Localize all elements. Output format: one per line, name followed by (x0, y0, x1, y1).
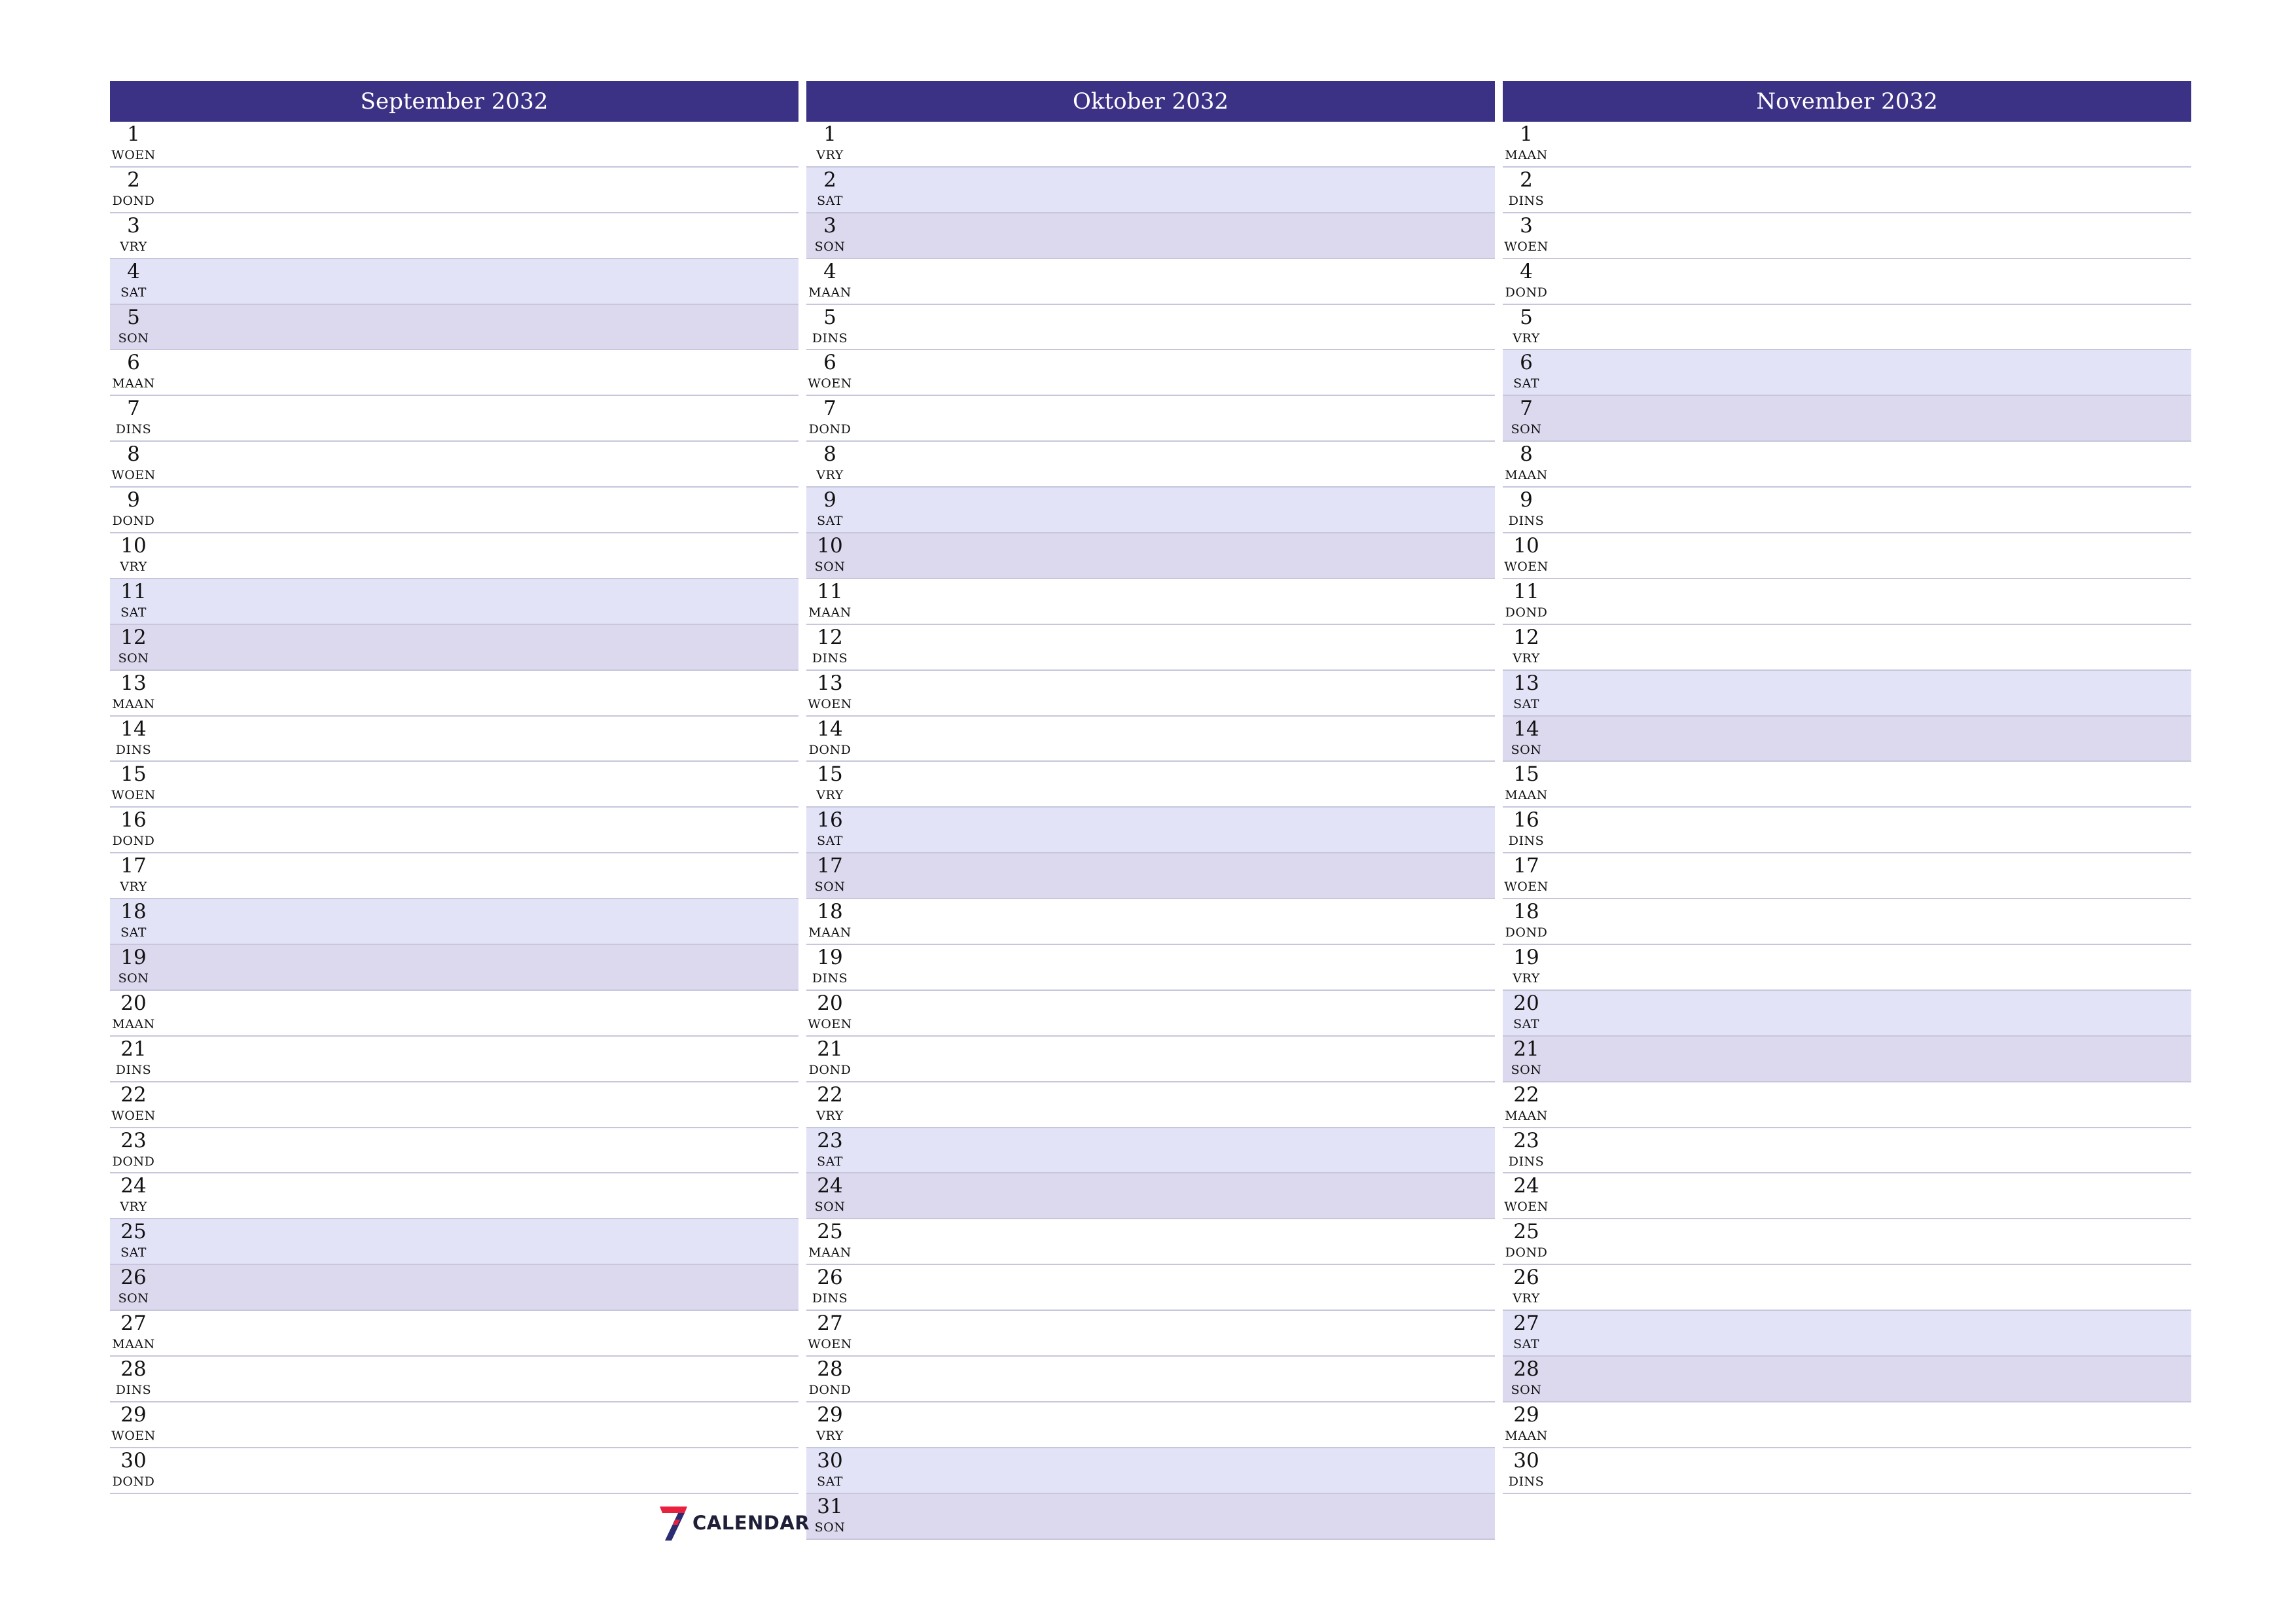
day-name: SAT (120, 1245, 147, 1260)
day-row (110, 442, 798, 488)
day-number: 15 (120, 762, 147, 787)
day-name: SAT (1513, 696, 1539, 711)
day-name: VRY (1513, 1291, 1540, 1306)
day-row (806, 808, 1495, 853)
day-row (806, 717, 1495, 762)
day-row (110, 808, 798, 853)
day-number: 1 (1520, 122, 1533, 146)
day-name: DINS (812, 1291, 848, 1306)
day-name: SAT (120, 605, 147, 620)
day-number: 21 (1513, 1037, 1539, 1061)
day-name: MAAN (808, 1245, 852, 1260)
day-name: WOEN (808, 376, 852, 391)
day-name: SON (814, 560, 846, 575)
day-row (1503, 1448, 2191, 1494)
day-name: MAAN (1505, 788, 1548, 803)
day-name: DINS (115, 742, 152, 757)
brand-logo (658, 1505, 810, 1542)
day-row (1503, 442, 2191, 488)
day-row (110, 1082, 798, 1128)
day-number: 13 (120, 671, 147, 695)
day-row (1503, 533, 2191, 579)
day-row (1503, 213, 2191, 259)
day-name: SON (814, 1520, 846, 1535)
day-name: DINS (115, 422, 152, 437)
day-name: SON (1511, 742, 1542, 757)
day-name: SAT (1513, 376, 1539, 391)
day-number: 29 (817, 1402, 843, 1427)
day-name: MAAN (808, 925, 852, 940)
day-name: WOEN (1504, 880, 1549, 895)
day-row (806, 671, 1495, 717)
day-row (806, 1402, 1495, 1448)
day-number: 11 (817, 579, 843, 603)
day-name: MAAN (112, 1337, 155, 1352)
day-row (806, 991, 1495, 1037)
day-row (110, 991, 798, 1037)
day-name: MAAN (808, 605, 852, 620)
day-name: DOND (112, 514, 155, 529)
day-row (1503, 1265, 2191, 1311)
day-row (1503, 1402, 2191, 1448)
day-name: VRY (816, 148, 844, 162)
day-row (806, 1082, 1495, 1128)
day-number: 1 (127, 122, 140, 146)
day-name: SON (814, 239, 846, 254)
day-row (110, 671, 798, 717)
day-name: DOND (1505, 605, 1548, 620)
day-number: 26 (1513, 1266, 1539, 1290)
day-name: SAT (1513, 1016, 1539, 1031)
day-number: 3 (127, 213, 140, 238)
logo-text: CALENDAR (692, 1512, 810, 1534)
day-name: MAAN (1505, 1108, 1548, 1123)
day-number: 23 (120, 1128, 147, 1152)
day-name: DOND (1505, 925, 1548, 940)
day-name: DOND (808, 1062, 852, 1077)
day-name: WOEN (111, 1428, 156, 1443)
day-number: 1 (823, 122, 836, 146)
day-name: DOND (112, 193, 155, 208)
day-number: 8 (823, 442, 836, 467)
day-number: 12 (120, 625, 147, 649)
day-row (806, 1037, 1495, 1082)
day-number: 5 (823, 305, 836, 329)
day-row (806, 122, 1495, 168)
day-row (806, 579, 1495, 625)
day-name: SAT (120, 285, 147, 300)
day-row (110, 396, 798, 442)
day-number: 7 (1520, 397, 1533, 421)
day-name: WOEN (808, 1337, 852, 1352)
day-row (806, 1219, 1495, 1265)
day-row (806, 625, 1495, 671)
day-name: SON (814, 880, 846, 895)
day-number: 15 (817, 762, 843, 787)
day-name: DINS (1508, 834, 1545, 849)
day-name: SAT (817, 834, 843, 849)
day-name: DINS (812, 971, 848, 986)
day-row (806, 853, 1495, 899)
day-number: 4 (127, 259, 140, 283)
calendar-months (110, 81, 2191, 1547)
day-number: 10 (1513, 534, 1539, 558)
day-row (806, 1173, 1495, 1219)
day-name: VRY (816, 788, 844, 803)
day-row (1503, 991, 2191, 1037)
day-name: DOND (112, 834, 155, 849)
day-list (110, 122, 798, 1494)
day-number: 19 (817, 946, 843, 970)
day-row (1503, 717, 2191, 762)
day-row (110, 1173, 798, 1219)
day-row (110, 717, 798, 762)
day-number: 29 (120, 1402, 147, 1427)
day-name: SON (1511, 1383, 1542, 1398)
day-row (1503, 762, 2191, 808)
day-name: SAT (1513, 1337, 1539, 1352)
day-name: VRY (816, 1428, 844, 1443)
day-name: DINS (1508, 1474, 1545, 1489)
day-row (806, 259, 1495, 305)
day-number: 17 (817, 854, 843, 878)
day-number: 17 (120, 854, 147, 878)
day-row (1503, 671, 2191, 717)
day-row (806, 213, 1495, 259)
day-row (110, 1037, 798, 1082)
day-number: 2 (1520, 168, 1533, 192)
day-number: 14 (817, 717, 843, 741)
day-row (806, 350, 1495, 396)
day-row (1503, 350, 2191, 396)
day-row (110, 488, 798, 533)
day-row (1503, 1037, 2191, 1082)
day-row (1503, 1311, 2191, 1357)
day-row (806, 533, 1495, 579)
day-name: SON (118, 651, 149, 666)
day-row (806, 945, 1495, 991)
day-name: DINS (115, 1062, 152, 1077)
day-name: DINS (115, 1383, 152, 1398)
month-title: November 2032 (1503, 81, 2191, 122)
day-number: 21 (817, 1037, 843, 1061)
day-name: VRY (816, 1108, 844, 1123)
day-number: 19 (1513, 946, 1539, 970)
day-name: WOEN (1504, 560, 1549, 575)
day-name: MAAN (1505, 148, 1548, 162)
day-row (110, 122, 798, 168)
day-number: 6 (1520, 351, 1533, 375)
day-name: DINS (812, 651, 848, 666)
day-number: 7 (823, 397, 836, 421)
day-name: MAAN (1505, 468, 1548, 483)
day-row (806, 396, 1495, 442)
day-number: 27 (817, 1311, 843, 1336)
day-row (1503, 853, 2191, 899)
day-number: 10 (817, 534, 843, 558)
day-row (110, 762, 798, 808)
day-name: DINS (1508, 193, 1545, 208)
day-name: DOND (1505, 1245, 1548, 1260)
day-row (806, 762, 1495, 808)
day-row (110, 625, 798, 671)
day-row (806, 488, 1495, 533)
day-row (110, 213, 798, 259)
day-number: 8 (127, 442, 140, 467)
day-number: 18 (1513, 900, 1539, 924)
day-number: 16 (120, 808, 147, 832)
day-name: WOEN (808, 1016, 852, 1031)
day-row (1503, 1173, 2191, 1219)
day-number: 31 (817, 1494, 843, 1518)
day-row (806, 1128, 1495, 1174)
day-number: 12 (817, 625, 843, 649)
day-name: VRY (120, 1200, 147, 1215)
day-row (1503, 305, 2191, 351)
day-number: 25 (120, 1220, 147, 1244)
day-name: MAAN (112, 696, 155, 711)
day-name: SON (118, 971, 149, 986)
day-number: 26 (120, 1266, 147, 1290)
day-row (110, 853, 798, 899)
day-row (1503, 396, 2191, 442)
day-number: 22 (120, 1082, 147, 1107)
day-number: 30 (817, 1448, 843, 1472)
day-name: DOND (808, 422, 852, 437)
day-number: 29 (1513, 1402, 1539, 1427)
day-name: SON (814, 1200, 846, 1215)
day-number: 28 (120, 1357, 147, 1382)
day-number: 6 (823, 351, 836, 375)
seven-logo-icon (658, 1505, 689, 1542)
day-row (110, 1128, 798, 1174)
day-number: 9 (1520, 488, 1533, 512)
day-number: 5 (127, 305, 140, 329)
day-number: 16 (1513, 808, 1539, 832)
day-number: 24 (817, 1174, 843, 1198)
day-number: 13 (817, 671, 843, 695)
day-number: 4 (1520, 259, 1533, 283)
day-number: 20 (1513, 991, 1539, 1015)
day-row (110, 1311, 798, 1357)
day-number: 22 (817, 1082, 843, 1107)
day-row (806, 1494, 1495, 1540)
day-number: 28 (1513, 1357, 1539, 1382)
day-row (1503, 1219, 2191, 1265)
day-name: VRY (120, 880, 147, 895)
day-number: 2 (823, 168, 836, 192)
day-row (1503, 488, 2191, 533)
day-number: 11 (1513, 579, 1539, 603)
day-name: WOEN (111, 788, 156, 803)
day-name: MAAN (112, 376, 155, 391)
day-row (1503, 168, 2191, 213)
day-row (1503, 1128, 2191, 1174)
day-row (110, 1448, 798, 1494)
day-number: 27 (1513, 1311, 1539, 1336)
day-number: 25 (1513, 1220, 1539, 1244)
day-number: 8 (1520, 442, 1533, 467)
day-number: 20 (120, 991, 147, 1015)
day-number: 23 (817, 1128, 843, 1152)
day-name: DINS (812, 330, 848, 346)
day-number: 10 (120, 534, 147, 558)
day-number: 3 (1520, 213, 1533, 238)
day-row (1503, 945, 2191, 991)
month-column (806, 81, 1495, 1540)
day-row (806, 1357, 1495, 1402)
day-row (1503, 808, 2191, 853)
day-name: VRY (1513, 651, 1540, 666)
day-number: 13 (1513, 671, 1539, 695)
day-name: VRY (1513, 330, 1540, 346)
day-number: 27 (120, 1311, 147, 1336)
day-number: 17 (1513, 854, 1539, 878)
day-row (110, 168, 798, 213)
day-name: WOEN (111, 468, 156, 483)
day-number: 28 (817, 1357, 843, 1382)
day-name: DINS (1508, 514, 1545, 529)
day-number: 26 (817, 1266, 843, 1290)
day-name: WOEN (1504, 1200, 1549, 1215)
day-name: WOEN (111, 1108, 156, 1123)
day-row (806, 168, 1495, 213)
month-column (1503, 81, 2191, 1494)
day-name: VRY (120, 560, 147, 575)
day-row (1503, 625, 2191, 671)
day-list (806, 122, 1495, 1540)
day-name: SAT (817, 514, 843, 529)
month-title: Oktober 2032 (806, 81, 1495, 122)
day-name: SON (1511, 422, 1542, 437)
day-name: SAT (817, 1154, 843, 1169)
month-column (110, 81, 798, 1494)
day-row (110, 259, 798, 305)
month-title: September 2032 (110, 81, 798, 122)
day-name: DOND (1505, 285, 1548, 300)
day-number: 18 (817, 900, 843, 924)
day-number: 2 (127, 168, 140, 192)
day-row (1503, 579, 2191, 625)
day-row (110, 1265, 798, 1311)
day-number: 24 (120, 1174, 147, 1198)
day-row (806, 1311, 1495, 1357)
day-number: 14 (120, 717, 147, 741)
day-number: 22 (1513, 1082, 1539, 1107)
day-row (110, 945, 798, 991)
day-number: 9 (823, 488, 836, 512)
day-list (1503, 122, 2191, 1494)
day-row (806, 1265, 1495, 1311)
day-name: DOND (112, 1474, 155, 1489)
day-name: MAAN (1505, 1428, 1548, 1443)
day-row (1503, 1357, 2191, 1402)
day-number: 7 (127, 397, 140, 421)
day-name: WOEN (808, 696, 852, 711)
day-row (1503, 122, 2191, 168)
day-row (110, 899, 798, 945)
day-row (110, 1402, 798, 1448)
day-name: DOND (808, 742, 852, 757)
day-name: DOND (808, 1383, 852, 1398)
day-row (1503, 259, 2191, 305)
day-name: VRY (816, 468, 844, 483)
day-number: 6 (127, 351, 140, 375)
day-row (1503, 899, 2191, 945)
day-row (806, 442, 1495, 488)
day-name: SAT (120, 925, 147, 940)
day-number: 12 (1513, 625, 1539, 649)
day-number: 16 (817, 808, 843, 832)
day-number: 9 (127, 488, 140, 512)
day-row (110, 305, 798, 351)
day-number: 24 (1513, 1174, 1539, 1198)
day-row (110, 1219, 798, 1265)
day-number: 15 (1513, 762, 1539, 787)
day-name: DOND (112, 1154, 155, 1169)
day-name: SON (118, 1291, 149, 1306)
day-row (1503, 1082, 2191, 1128)
day-row (806, 305, 1495, 351)
day-name: MAAN (112, 1016, 155, 1031)
day-row (110, 350, 798, 396)
day-number: 25 (817, 1220, 843, 1244)
day-name: SAT (817, 193, 843, 208)
day-number: 19 (120, 946, 147, 970)
day-name: WOEN (111, 148, 156, 162)
day-row (806, 1448, 1495, 1494)
day-row (110, 579, 798, 625)
day-number: 30 (1513, 1448, 1539, 1472)
day-number: 30 (120, 1448, 147, 1472)
day-name: SON (1511, 1062, 1542, 1077)
day-row (806, 899, 1495, 945)
day-number: 14 (1513, 717, 1539, 741)
day-name: WOEN (1504, 239, 1549, 254)
day-name: MAAN (808, 285, 852, 300)
day-number: 18 (120, 900, 147, 924)
day-row (110, 533, 798, 579)
day-number: 23 (1513, 1128, 1539, 1152)
day-name: DINS (1508, 1154, 1545, 1169)
day-number: 4 (823, 259, 836, 283)
day-row (110, 1357, 798, 1402)
day-name: SON (118, 330, 149, 346)
day-name: VRY (1513, 971, 1540, 986)
day-name: SAT (817, 1474, 843, 1489)
day-name: VRY (120, 239, 147, 254)
day-number: 11 (120, 579, 147, 603)
day-number: 5 (1520, 305, 1533, 329)
day-number: 3 (823, 213, 836, 238)
day-number: 21 (120, 1037, 147, 1061)
day-number: 20 (817, 991, 843, 1015)
